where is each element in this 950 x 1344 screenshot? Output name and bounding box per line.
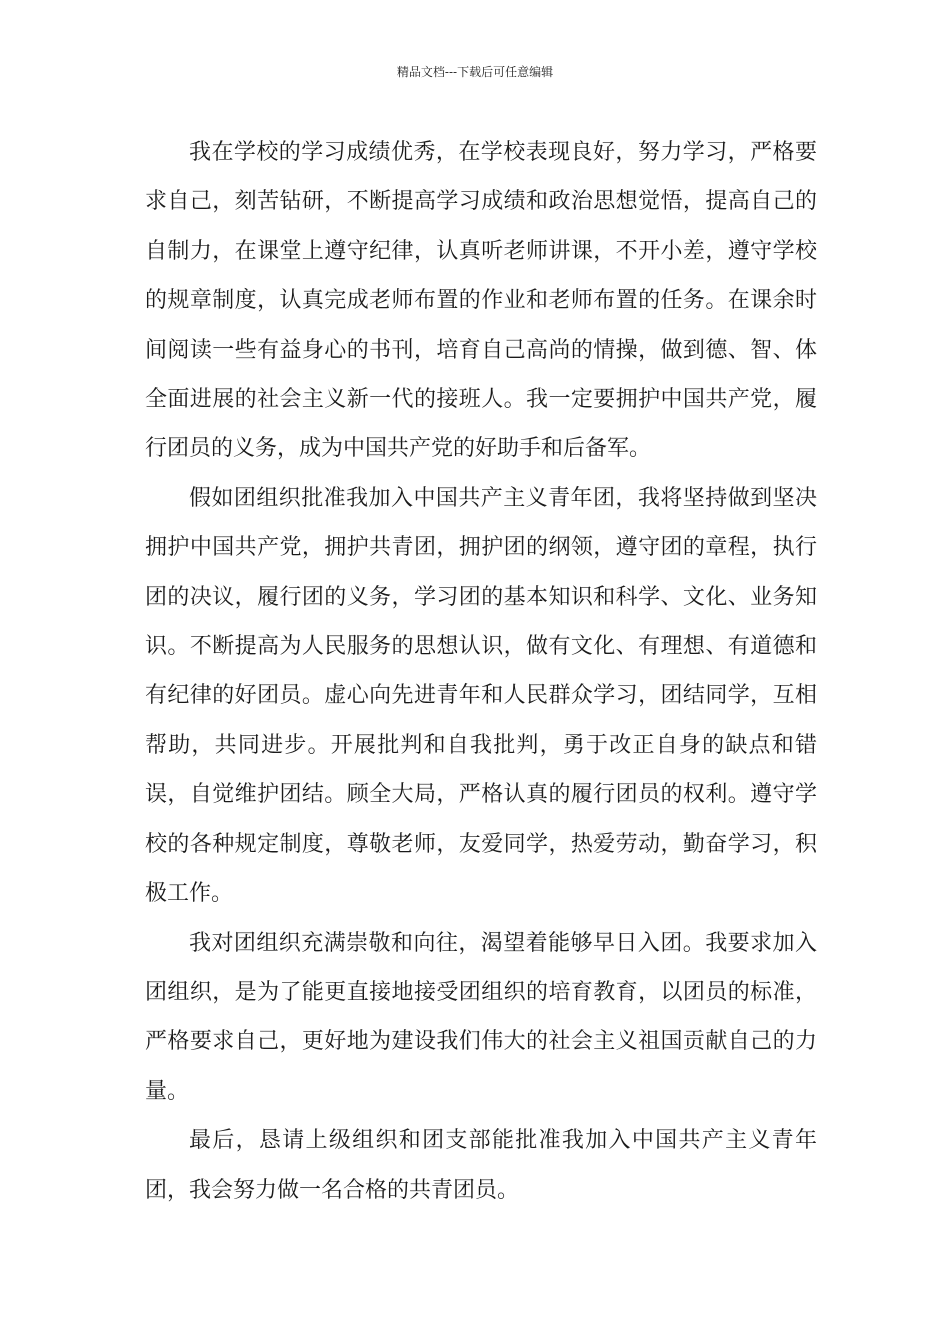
- paragraph-closing-request: 最后，恳请上级组织和团支部能批准我加入中国共产主义青年团，我会努力做一名合格的共青团员。: [145, 1128, 817, 1203]
- paragraph-desire-to-join: 我对团组织充满崇敬和向往，渴望着能够早日入团。我要求加入团组织，是为了能更直接地接受团组织的培育教育，以团员的标准，严格要求自己，更好地为建设我们伟大的社会主义祖国贡献自己的力量。: [145, 930, 817, 1104]
- page-header: 精品文档---下载后可任意编辑: [396, 65, 554, 79]
- paragraph-league-commitments: 假如团组织批准我加入中国共产主义青年团，我将坚持做到坚决拥护中国共产党，拥护共青团，拥护团的纲领，遵守团的章程，执行团的决议，履行团的义务，学习团的基本知识和科学、文化、业务知识。不断提高为人民服务的思想认识，做有文化、有理想、有道德和有纪律的好团员。虚心向先进青年和人民群众学习，团结同学，互相帮助，共同进步。开展批判和自我批判，勇于改正自身的缺点和错误，自觉维护团结。顾全大局，严格认真的履行团员的权利。遵守学校的各种规定制度，尊敬老师，友爱同学，热爱劳动，勤奋学习，积极工作。: [145, 485, 817, 907]
- document-body: [145, 128, 817, 1215]
- paragraph-academic-performance: 我在学校的学习成绩优秀，在学校表现良好，努力学习，严格要求自己，刻苦钻研，不断提高学习成绩和政治思想觉悟，提高自己的自制力，在课堂上遵守纪律，认真听老师讲课，不开小差，遵守学校的规章制度，认真完成老师布置的作业和老师布置的任务。在课余时间阅读一些有益身心的书刊，培育自己高尚的情操，做到德、智、体全面进展的社会主义新一代的接班人。我一定要拥护中国共产党，履行团员的义务，成为中国共产党的好助手和后备军。: [145, 140, 817, 462]
